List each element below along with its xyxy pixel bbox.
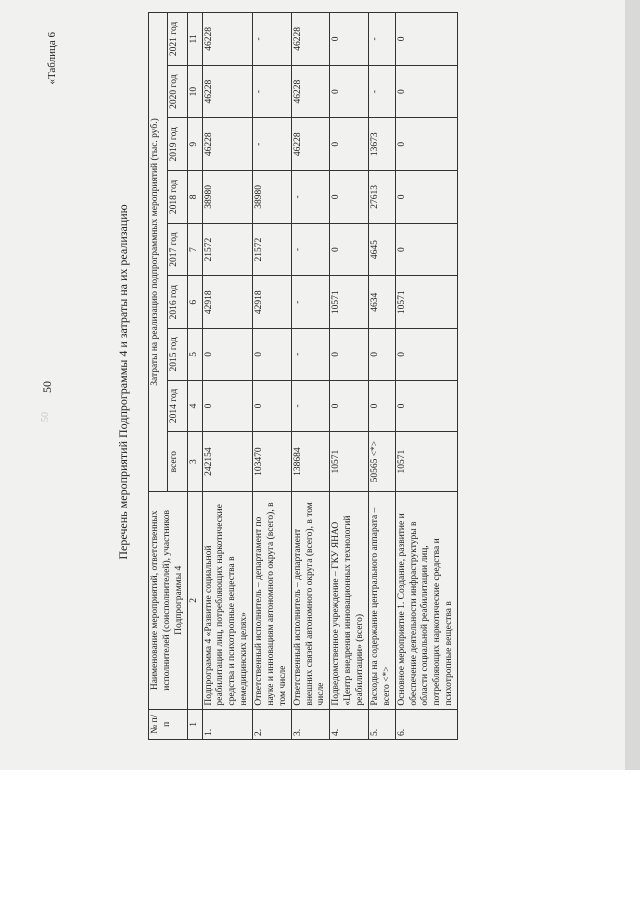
- row-value: 46228: [202, 13, 253, 66]
- row-total: 138684: [291, 432, 330, 492]
- row-name: Подведомственное учреждение – ГКУ ЯНАО «Центр внедрения инновационных технологий реабилитации» (всего): [330, 491, 369, 709]
- row-value: 0: [253, 329, 292, 381]
- row-value: 0: [330, 329, 369, 381]
- row-value: 0: [330, 223, 369, 276]
- col-number: 10: [187, 65, 202, 118]
- row-value: 13673: [368, 118, 395, 171]
- row-value: 46228: [202, 65, 253, 118]
- row-value: 0: [395, 380, 457, 432]
- scan-edge-shadow: [625, 0, 640, 770]
- row-total: 242154: [202, 432, 253, 492]
- table-row: [330, 13, 369, 740]
- row-value: -: [368, 65, 395, 118]
- row-value: 0: [202, 329, 253, 381]
- col-number: 6: [187, 276, 202, 329]
- rotated-document: [40, 12, 560, 752]
- col-number: 4: [187, 380, 202, 432]
- row-total: 10571: [395, 432, 457, 492]
- row-num: 5.: [368, 709, 395, 739]
- row-value: 0: [330, 13, 369, 66]
- row-value: 4634: [368, 276, 395, 329]
- row-value: 0: [395, 329, 457, 381]
- row-value: -: [368, 13, 395, 66]
- col-number: 3: [187, 432, 202, 492]
- table-label: «Таблица 6: [46, 32, 58, 85]
- row-value: 4645: [368, 223, 395, 276]
- row-value: 21572: [253, 223, 292, 276]
- header-num: № п/п: [149, 709, 188, 739]
- row-name: Ответственный исполнитель – департамент по науке и инновациям автономного округа (всего), в том числе: [253, 491, 292, 709]
- header-year: 2015 год: [168, 329, 187, 381]
- row-num: 1.: [202, 709, 253, 739]
- header-year: 2018 год: [168, 171, 187, 224]
- header-costs: Затраты на реализацию подпрограммных мероприятий (тыс. руб.): [149, 13, 168, 492]
- row-value: -: [291, 276, 330, 329]
- row-value: 42918: [202, 276, 253, 329]
- row-value: 0: [395, 171, 457, 224]
- row-num: 2.: [253, 709, 292, 739]
- row-value: 0: [395, 65, 457, 118]
- row-total: 50565 <*>: [368, 432, 395, 492]
- table-row: [291, 13, 330, 740]
- header-year: 2016 год: [168, 276, 187, 329]
- row-value: 0: [330, 380, 369, 432]
- row-value: 0: [330, 118, 369, 171]
- row-value: 10571: [330, 276, 369, 329]
- col-number: 11: [187, 13, 202, 66]
- table-row: [368, 13, 395, 740]
- row-value: 46228: [202, 118, 253, 171]
- row-name: Ответственный исполнитель – департамент внешних связей автономного округа (всего), в том числе: [291, 491, 330, 709]
- row-value: 0: [395, 118, 457, 171]
- row-value: 46228: [291, 118, 330, 171]
- blank-area: [0, 770, 640, 905]
- row-value: 0: [202, 380, 253, 432]
- row-value: -: [291, 329, 330, 381]
- row-value: 0: [253, 380, 292, 432]
- col-number: 5: [187, 329, 202, 381]
- row-value: -: [291, 380, 330, 432]
- row-name: Основное мероприятие 1. Создание, развитие и обеспечение деятельности инфраструктуры в области социальной реабилитации лиц, потребляющих наркотические средства и психотропные вещества в: [395, 491, 457, 709]
- row-value: -: [291, 223, 330, 276]
- row-num: 6.: [395, 709, 457, 739]
- row-value: 10571: [395, 276, 457, 329]
- col-number: 7: [187, 223, 202, 276]
- row-value: 38980: [202, 171, 253, 224]
- row-value: 0: [330, 171, 369, 224]
- row-value: 0: [395, 13, 457, 66]
- row-num: 4.: [330, 709, 369, 739]
- col-number: 1: [187, 709, 202, 739]
- row-value: 42918: [253, 276, 292, 329]
- row-value: -: [253, 13, 292, 66]
- row-value: 21572: [202, 223, 253, 276]
- row-total: 103470: [253, 432, 292, 492]
- header-year: 2019 год: [168, 118, 187, 171]
- header-row-1: [149, 13, 168, 740]
- row-num: 3.: [291, 709, 330, 739]
- row-value: 0: [330, 65, 369, 118]
- header-name: Наименование мероприятий, ответственных исполнителей (соисполнителей), участников Подпрограммы 4: [149, 491, 188, 709]
- row-value: 0: [368, 329, 395, 381]
- table-row: [253, 13, 292, 740]
- column-number-row: [187, 13, 202, 740]
- row-value: 46228: [291, 65, 330, 118]
- col-number: 2: [187, 491, 202, 709]
- col-number: 8: [187, 171, 202, 224]
- measures-table: [148, 12, 458, 740]
- row-value: 46228: [291, 13, 330, 66]
- row-value: 0: [395, 223, 457, 276]
- table-row: [202, 13, 253, 740]
- header-year: 2020 год: [168, 65, 187, 118]
- table-row: [395, 13, 457, 740]
- row-value: 27613: [368, 171, 395, 224]
- row-value: 0: [368, 380, 395, 432]
- header-year: 2014 год: [168, 380, 187, 432]
- header-year: 2017 год: [168, 223, 187, 276]
- faint-page-number: 50: [40, 412, 51, 422]
- row-value: -: [253, 65, 292, 118]
- header-total: всего: [168, 432, 187, 492]
- row-value: -: [291, 171, 330, 224]
- document-title: Перечень мероприятий Подпрограммы 4 и затраты на их реализацию: [116, 204, 130, 560]
- row-total: 10571: [330, 432, 369, 492]
- row-name: Расходы на содержание центрального аппарата – всего <*>: [368, 491, 395, 709]
- header-year: 2021 год: [168, 13, 187, 66]
- page-number: 50: [40, 381, 54, 393]
- row-value: -: [253, 118, 292, 171]
- row-name: Подпрограмма 4 «Развитие социальной реабилитации лиц, потребляющих наркотические средства и психотропные вещества в немедицинских целях»: [202, 491, 253, 709]
- row-value: 38980: [253, 171, 292, 224]
- col-number: 9: [187, 118, 202, 171]
